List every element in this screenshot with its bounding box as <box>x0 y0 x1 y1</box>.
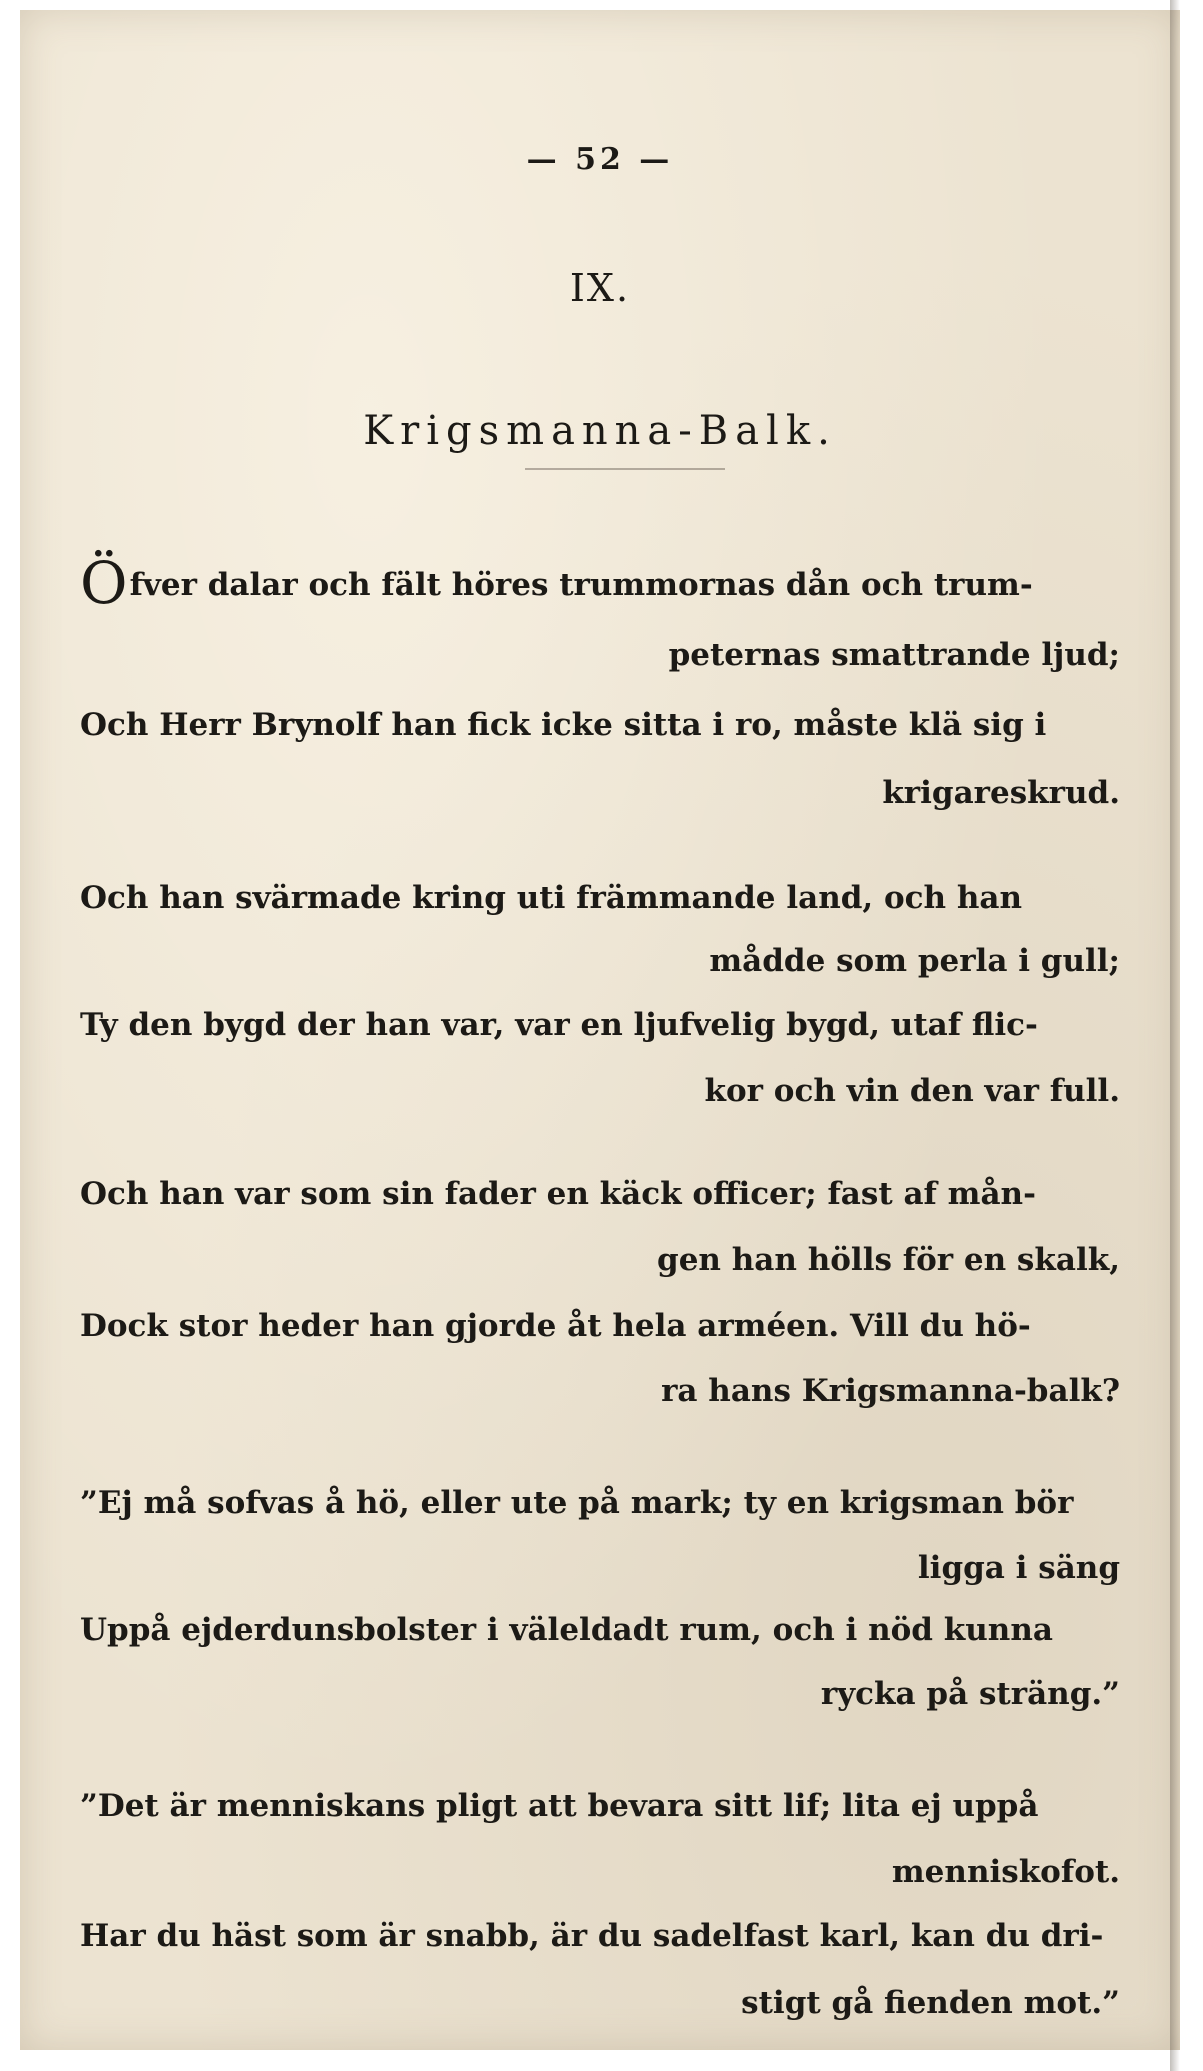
title-divider <box>525 468 725 470</box>
chapter-number: IX. <box>569 266 631 310</box>
stanza-1-line-3: Och Herr Brynolf han fick icke sitta i ro, måste klä sig i <box>80 707 1047 743</box>
page-edge-shadow <box>1170 0 1180 2071</box>
stanza-5-line-3: Har du häst som är snabb, är du sadelfast karl, kan du dri- <box>80 1918 1104 1954</box>
line-text: fver dalar och fält höres trummornas dån och trum- <box>129 567 1033 603</box>
stanza-2-line-3: Ty den bygd der han var, var en ljufvelig bygd, utaf flic- <box>80 1007 1038 1043</box>
stanza-4-line-4: rycka på sträng.” <box>820 1676 1120 1712</box>
stanza-5-line-2: menniskofot. <box>891 1854 1120 1890</box>
page-number: — 52 — <box>526 142 674 177</box>
chapter-title: Krigsmanna-Balk. <box>363 408 837 454</box>
stanza-5-line-1: ”Det är menniskans pligt att bevara sitt lif; lita ej uppå <box>80 1788 1039 1824</box>
drop-cap: Ö <box>80 549 128 617</box>
book-page <box>20 10 1180 2050</box>
stanza-2-line-4: kor och vin den var full. <box>704 1073 1120 1109</box>
stanza-1-line-4: krigareskrud. <box>882 775 1120 811</box>
stanza-1-line-1 <box>80 549 1033 617</box>
stanza-4-line-3: Uppå ejderdunsbolster i väleldadt rum, och i nöd kunna <box>80 1612 1053 1648</box>
stanza-3-line-2: gen han hölls för en skalk, <box>657 1242 1120 1278</box>
stanza-2-line-2: mådde som perla i gull; <box>709 943 1120 979</box>
stanza-4-line-2: ligga i säng <box>917 1550 1120 1586</box>
stanza-4-line-1: ”Ej må sofvas å hö, eller ute på mark; ty en krigsman bör <box>80 1485 1074 1521</box>
stanza-5-line-4: stigt gå fienden mot.” <box>741 1985 1120 2021</box>
stanza-3-line-1: Och han var som sin fader en käck officer; fast af mån- <box>80 1176 1036 1212</box>
stanza-1-line-2: peternas smattrande ljud; <box>668 637 1120 673</box>
stanza-2-line-1: Och han svärmade kring uti främmande land, och han <box>80 880 1023 916</box>
stanza-3-line-4: ra hans Krigsmanna-balk? <box>661 1373 1120 1409</box>
stanza-3-line-3: Dock stor heder han gjorde åt hela arméen. Vill du hö- <box>80 1308 1031 1344</box>
